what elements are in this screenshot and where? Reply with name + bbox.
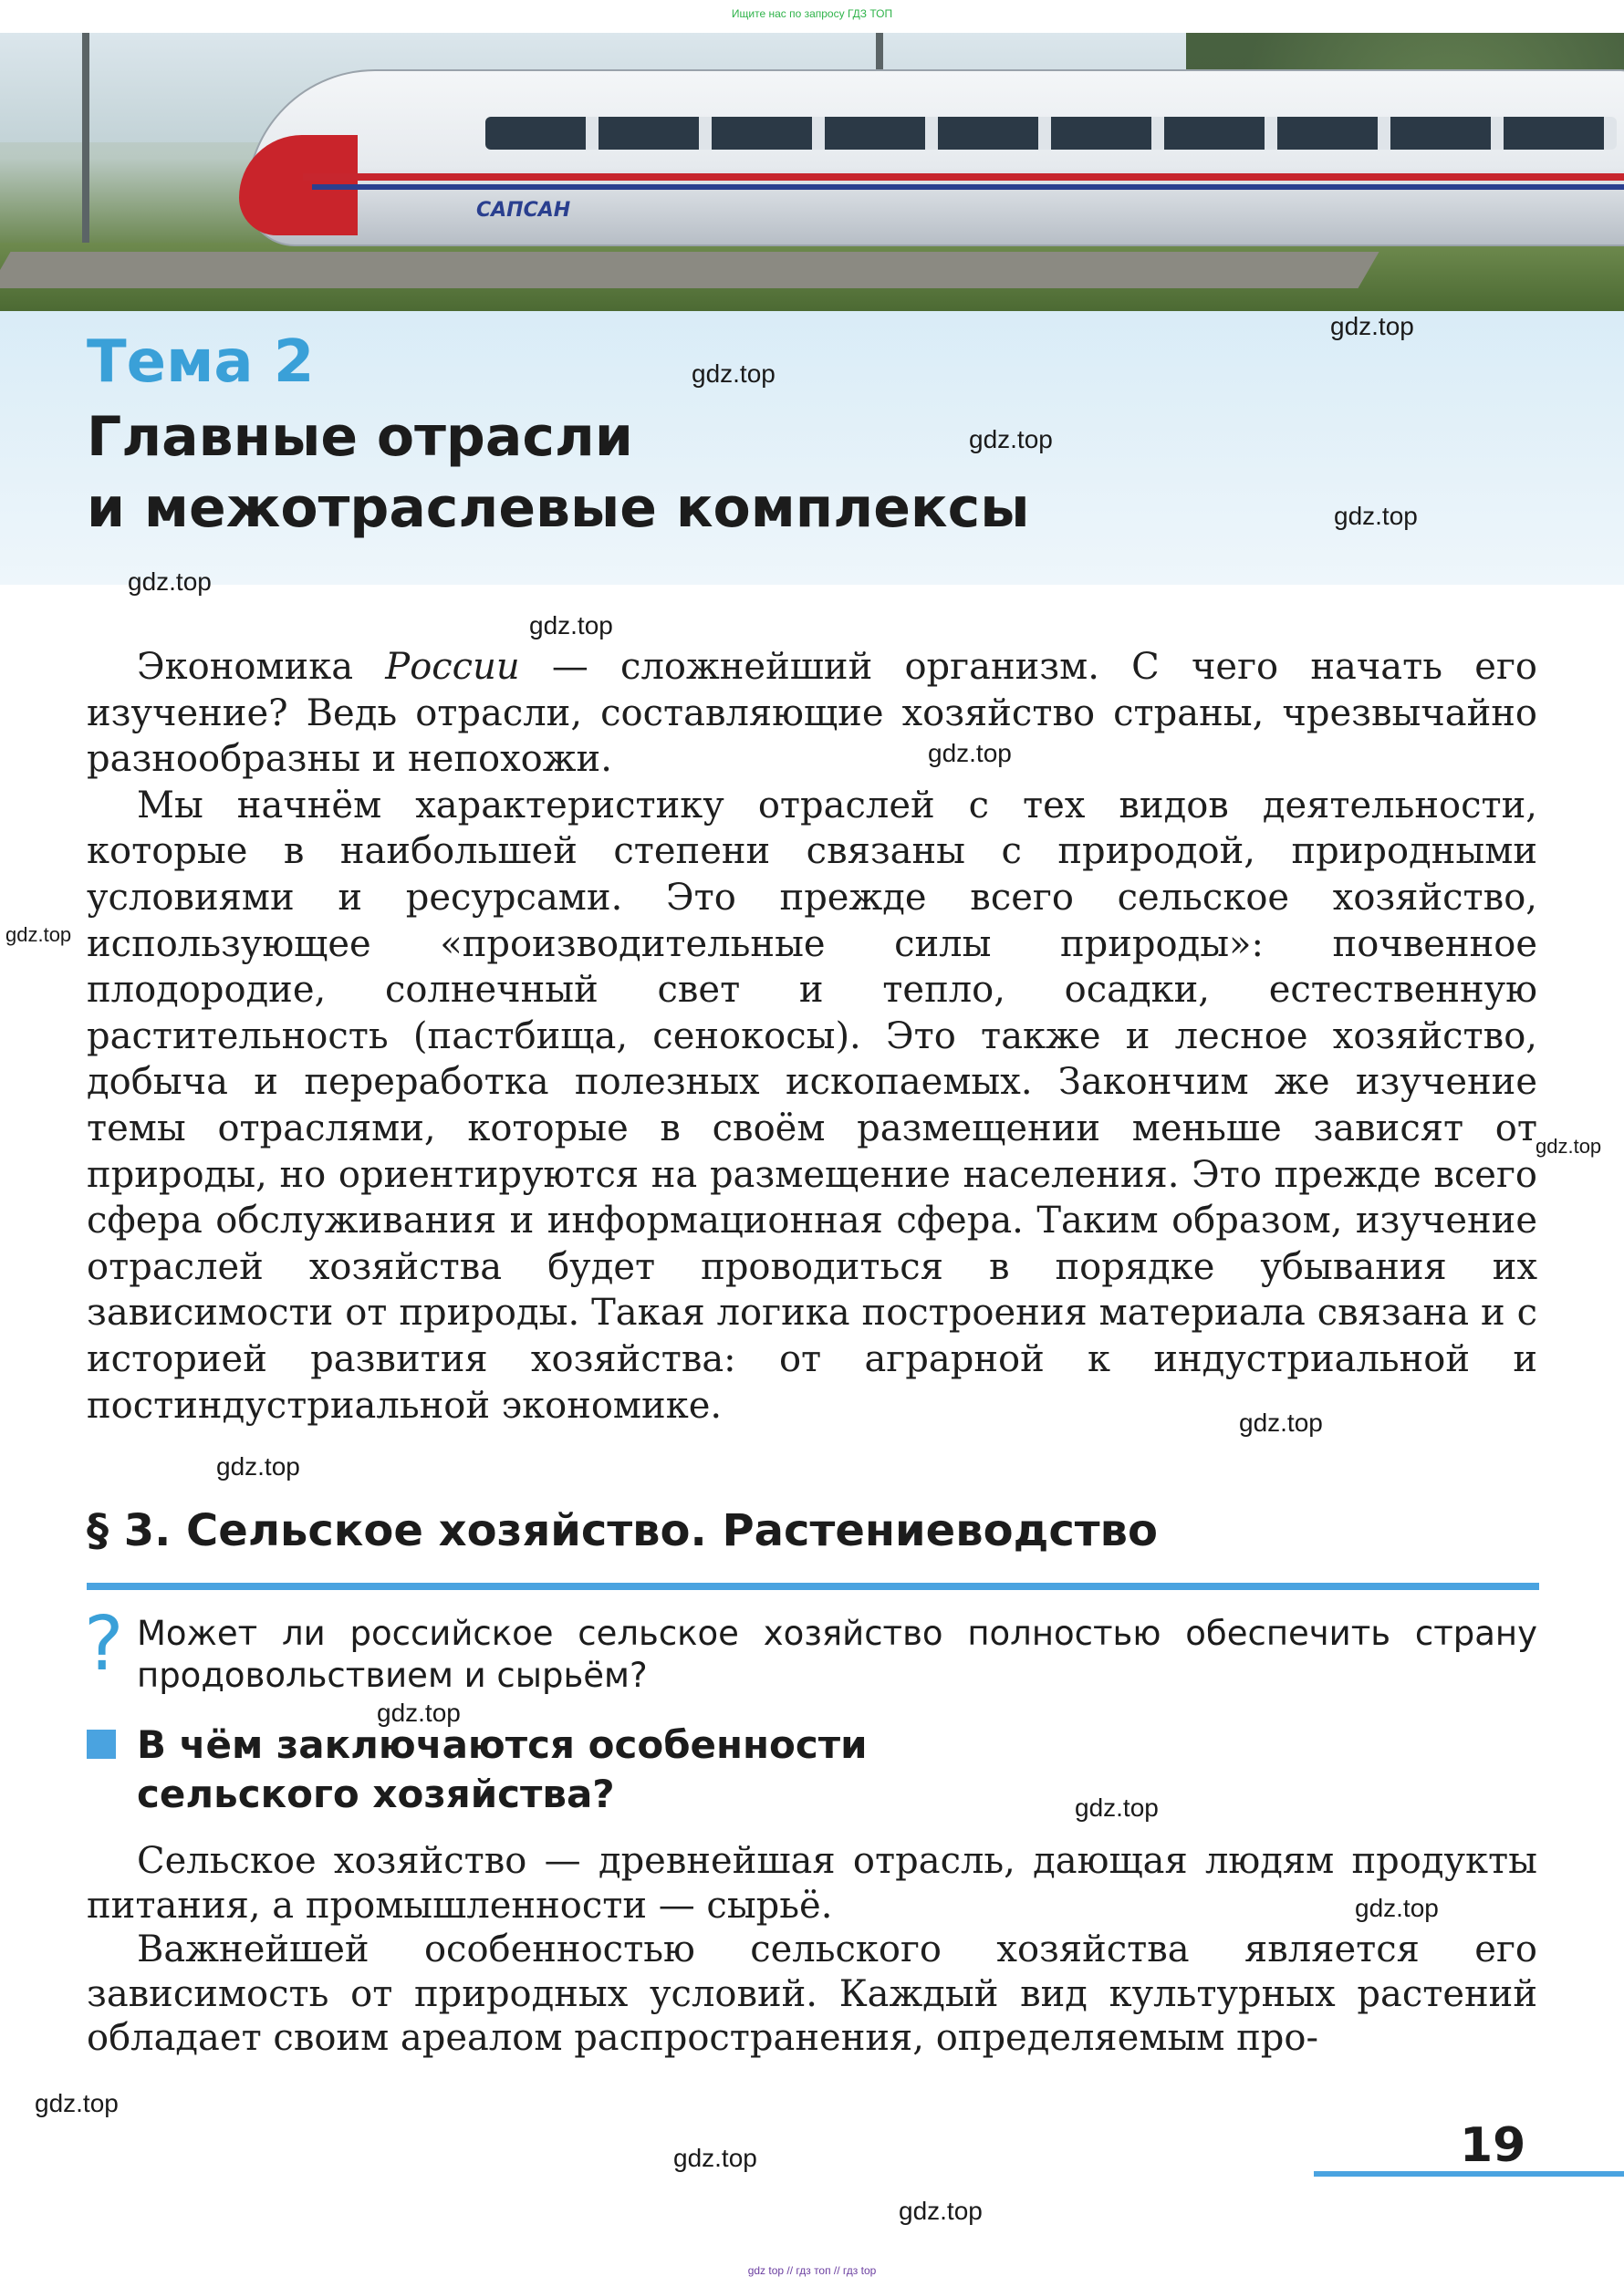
- train-stripe-blue: [312, 184, 1624, 190]
- watermark: gdz.top: [529, 611, 613, 639]
- train-logo: САПСАН: [476, 199, 571, 222]
- subtitle-line: В чём заключаются особенности: [137, 1722, 868, 1767]
- question-text: Может ли российское сельское хозяйство полностью обеспечить страну продовольствием и сырьём?: [137, 1614, 1537, 1695]
- watermark: gdz.top: [1075, 1793, 1159, 1822]
- watermark: gdz.top: [377, 1699, 461, 1727]
- watermark: gdz.top: [5, 923, 72, 946]
- intro-paragraph: Мы начнём характеристику отраслей с тех видов деятельности, которые в наибольшей степени связаны с природой, природными условиями и ресурсами. Это прежде всего сельское хозяйство, использующее «производительные силы природы»: почвенное плодородие, солнечный свет и тепло, осадки, естественную растительность (пастбища, сенокосы). Это также и лесное хозяйство, добыча и переработка полезных ископаемых. Закончим же изучение темы отраслями, которые в своём размещении меньше зависят от природы, но ориентируются на размещение населения. Это прежде всего сфера обслуживания и информационная сфера. Таким образом, изучение отраслей хозяйства будет проводиться в порядке убывания их зависимости от природы. Такая логика построения материала связана и с историей развития хозяйства: от аграрной к индустриальной и постиндустриальной экономике.: [87, 784, 1537, 1427]
- body-paragraph: Сельское хозяйство — древнейшая отрасль, дающая людям продукты питания, а промышленности — сырьё.: [87, 1840, 1537, 1927]
- watermark: gdz.top: [216, 1452, 300, 1481]
- topic-title: [87, 401, 1364, 544]
- watermark: gdz.top: [1330, 312, 1414, 340]
- train-stripe-red: [303, 173, 1624, 181]
- question-mark-icon: ?: [84, 1601, 124, 1688]
- intro-paragraph: [87, 644, 1537, 783]
- paragraph-title: § 3. Сельское хозяйство. Растениеводство: [87, 1505, 1158, 1556]
- text-run: Экономика: [137, 646, 386, 688]
- watermark: gdz.top: [673, 2144, 757, 2172]
- watermark: gdz.top: [128, 567, 212, 596]
- intro-text: [87, 644, 1537, 1429]
- watermark: gdz.top: [899, 2197, 983, 2225]
- topic-title-line: Главные отрасли: [87, 405, 633, 469]
- section-subtitle: [137, 1720, 1505, 1819]
- section-square-icon: [87, 1730, 116, 1759]
- text-run: — сложнейший организм. С чего начать его изучение? Ведь отрасли, составляющие хозяйство страны, чрезвычайно разнообразны и непохожи.: [87, 646, 1537, 781]
- emphasis-russia: России: [385, 646, 520, 688]
- watermark: gdz.top: [35, 2089, 119, 2117]
- paragraph-rule: [87, 1583, 1539, 1590]
- watermark: gdz.top: [1536, 1135, 1602, 1158]
- body-paragraph: Важнейшей особенностью сельского хозяйства является его зависимость от природных условий. Каждый вид культурных растений обладает своим ареалом распространения, определяемым про-: [87, 1928, 1537, 2060]
- train-windows: [485, 117, 1617, 150]
- section-body: [87, 1839, 1537, 2061]
- top-note: Ищите нас по запросу ГДЗ ТОП: [731, 7, 893, 20]
- topic-title-line: и межотраслевые комплексы: [87, 476, 1030, 540]
- watermark: gdz.top: [969, 425, 1053, 453]
- watermark: gdz.top: [1334, 502, 1418, 530]
- train: [246, 69, 1624, 246]
- bottom-note: gdz top // гдз топ // гдз top: [747, 2264, 877, 2277]
- watermark: gdz.top: [1239, 1409, 1323, 1437]
- track-gravel: [0, 252, 1379, 288]
- hero-photo-train: [0, 33, 1624, 311]
- watermark: gdz.top: [1355, 1894, 1439, 1922]
- subtitle-line: сельского хозяйства?: [137, 1772, 615, 1816]
- page-number: 19: [1460, 2118, 1526, 2173]
- topic-label: Тема 2: [87, 328, 315, 396]
- watermark: gdz.top: [928, 739, 1012, 767]
- watermark: gdz.top: [692, 359, 776, 388]
